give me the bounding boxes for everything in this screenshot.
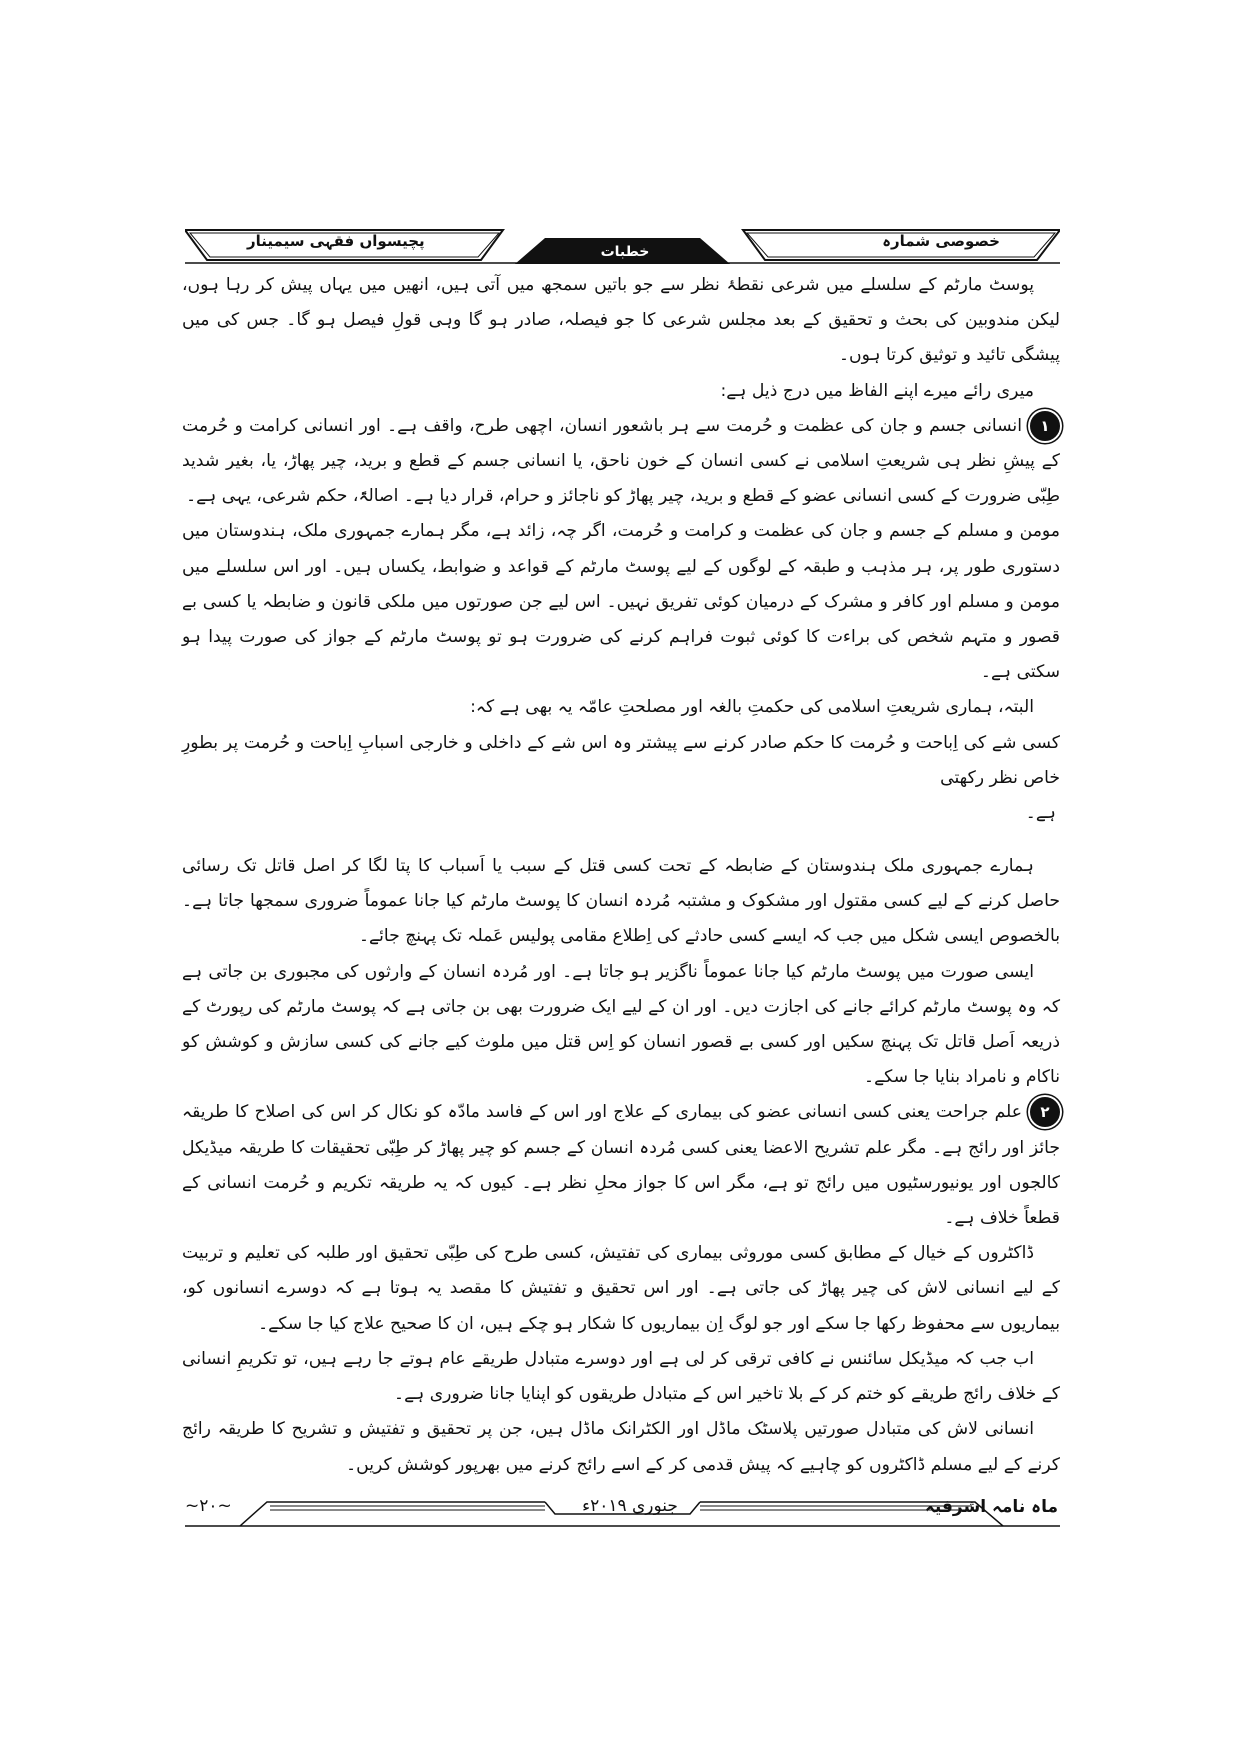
- magazine-name: ماہ نامہ اشرفیہ: [924, 1497, 1058, 1517]
- page-header: [185, 228, 1060, 264]
- paragraph: اب جب کہ میڈیکل سائنس نے کافی ترقی کر لی ہے اور دوسرے متبادل طریقے عام ہوتے جا رہے ہیں، تو تکریمِ انسانی کے خلاف رائج طریقے کو ختم کر کے بلا تاخیر اس کے متبادل طریقوں کو اپنایا جانا ضروری ہے۔: [182, 1348, 1060, 1405]
- paragraph: انسانی لاش کی متبادل صورتیں پلاسٹک ماڈل اور الکٹرانک ماڈل ہیں، جن پر تحقیق و تفتیش و تشریح کا طریقہ رائج کرنے کے لیے مسلم ڈاکٹروں کو چاہیے کہ پیش قدمی کر کے اسے رائج کرنے میں بھرپور کوشش کریں۔: [182, 1419, 1060, 1475]
- page-footer: [185, 1496, 1060, 1530]
- paragraph: ہمارے جمہوری ملک ہندوستان کے ضابطہ کے تحت کسی قتل کے سبب یا اَسباب کا پتا لگا کر اصل قاتل تک رسائی حاصل کرنے کے لیے کسی مقتول اور مشکوک و مشتبہ مُردہ انسان کا پوسٹ مارٹم کیا جانا عموماً ضروری سمجھا جاتا ہے۔ بالخصوص ایسی شکل میں جب کہ ایسے کسی حادثے کی اِطلاع مقامی پولیس عَملہ تک پہنچ جائے۔: [182, 856, 1060, 947]
- paragraph-text: انسانی جسم و جان کی عظمت و حُرمت سے ہر باشعور انسان، اچھی طرح، واقف ہے۔ اور انسانی کرامت و حُرمت کے پیشِ نظر ہی شریعتِ اسلامی نے کسی انسان کے خون ناحق، یا انسانی جسم کے قطع و برید، چیر پھاڑ، یا، بغیر شدید طِبّی ضرورت کے کسی انسانی عضو کے قطع و برید، چیر پھاڑ کو ناجائز و حرام، قرار دیا ہے۔ اصالۃً، حکم شرعی، یہی ہے۔: [182, 415, 1060, 507]
- number-badge: ۲: [1030, 1097, 1060, 1127]
- section-label: خطبات: [600, 244, 650, 260]
- numbered-paragraph-1: [182, 409, 1060, 515]
- numbered-paragraph-2: [182, 1095, 1060, 1236]
- quoted-paragraph: کسی شے کی اِباحت و حُرمت کا حکم صادر کرنے سے پیشتر وہ اس شے کے داخلی و خارجی اسبابِ اِباحت و حُرمت پر بطورِ خاص نظر رکھتی: [182, 732, 1060, 788]
- paragraph: مومن و مسلم کے جسم و جان کی عظمت و کرامت و حُرمت، اگر چہ، زائد ہے، مگر ہمارے جمہوری ملک، ہندوستان میں دستوری طور پر، ہر مذہب و طبقہ کے لوگوں کے لیے پوسٹ مارٹم کے قواعد و ضوابط، یکساں ہیں۔ اور اس سلسلے میں مومن و مسلم اور کافر و مشرک کے درمیان کوئی تفریق نہیں۔ اس لیے جن صورتوں میں ملکی قانون و ضابطہ یا کسی بے قصور و متہم شخص کی براءت کا کوئی ثبوت فراہم کرنے کی ضرورت ہو تو پوسٹ مارٹم کے جواز کی صورت پیدا ہو سکتی ہے۔: [182, 521, 1060, 683]
- seminar-label: پچیسواں فقہی سیمینار: [247, 232, 425, 250]
- paragraph: ڈاکٹروں کے خیال کے مطابق کسی موروثی بیماری کی تفتیش، کسی طرح کی طِبّی تحقیق اور طلبہ کی تعلیم و تربیت کے لیے انسانی لاش کی چیر پھاڑ کی جاتی ہے۔ اور اس تحقیق و تفتیش کا مقصد یہ ہوتا ہے کہ دوسرے انسانوں کو، بیماریوں سے محفوظ رکھا جا سکے اور جو لوگ اِن بیماریوں کا شکار ہو چکے ہیں، ان کا صحیح علاج کیا جا سکے۔: [182, 1243, 1060, 1334]
- paragraph: البتہ، ہماری شریعتِ اسلامی کی حکمتِ بالغہ اور مصلحتِ عامّہ یہ بھی ہے کہ:: [470, 697, 1034, 718]
- article-body: [182, 268, 1060, 1483]
- page-number: ~۲۰~: [185, 1496, 232, 1516]
- paragraph-text: علم جراحت یعنی کسی انسانی عضو کی بیماری کے علاج اور اس کے فاسد مادّہ کو نکال کر اس کی اصلاح کا طریقہ جائز اور رائج ہے۔ مگر علم تشریح الاعضا یعنی کسی مُردہ انسان کے جسم کو چیر پھاڑ کر طِبّی تحقیقات کا طریقہ میڈیکل کالجوں اور یونیورسٹیوں میں رائج تو ہے، مگر اس کا جواز محلِ نظر ہے۔ کیوں کہ یہ طریقہ تکریم و حُرمت انسانی کے قطعاً خلاف ہے۔: [182, 1102, 1060, 1229]
- number-badge: ۱: [1030, 411, 1060, 441]
- issue-date: جنوری ۲۰۱۹ء: [582, 1496, 678, 1516]
- paragraph: میری رائے میرے اپنے الفاظ میں درج ذیل ہے:: [720, 380, 1034, 401]
- paragraph: ایسی صورت میں پوسٹ مارٹم کیا جانا عموماً ناگزیر ہو جاتا ہے۔ اور مُردہ انسان کے وارثوں کی مجبوری بن جاتی ہے کہ وہ پوسٹ مارٹم کرائے جانے کی اجازت دیں۔ اور ان کے لیے ایک ضرورت بھی بن جاتی ہے کہ پوسٹ مارٹم کی رپورٹ کے ذریعہ اَصل قاتل تک پہنچ سکیں اور کسی بے قصور انسان کو اِس قتل میں ملوث کیے جانے کی کسی سازش و کوشش کو ناکام و نامراد بنایا جا سکے۔: [182, 961, 1060, 1088]
- quoted-paragraph-end: ہے۔: [1025, 803, 1056, 824]
- spacer: [182, 831, 1060, 849]
- issue-label: خصوصی شمارہ: [882, 232, 1000, 250]
- paragraph: پوسٹ مارٹم کے سلسلے میں شرعی نقطۂ نظر سے جو باتیں سمجھ میں آتی ہیں، انھیں میں یہاں پیش کر رہا ہوں، لیکن مندوبین کی بحث و تحقیق کے بعد مجلس شرعی کا جو فیصلہ، صادر ہو گا وہی قولِ فیصل ہو گا۔ جس کی میں پیشگی تائید و توثیق کرتا ہوں۔: [182, 275, 1060, 366]
